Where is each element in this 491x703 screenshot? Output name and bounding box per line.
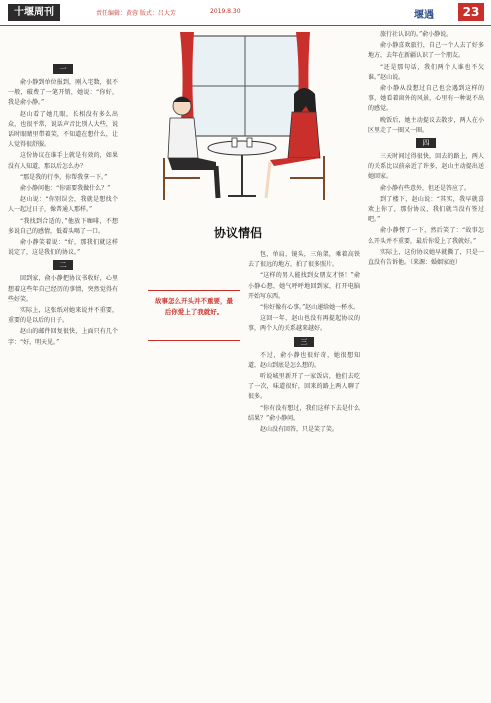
pullquote: 故事怎么开头并不重要，最后你爱上了我就好。 (155, 297, 233, 316)
paragraph: 旅行社认识的。”俞小静说。 (380, 31, 453, 38)
pullquote-rule-top (148, 290, 240, 291)
section-marker-1: 一 (53, 64, 73, 74)
section-marker-3: 三 (294, 337, 314, 347)
paragraph: 回到家，俞小静把协议书收好，心里想着这些年自己经历的事情，突然觉得有些好笑。 (8, 275, 118, 303)
page-header (0, 0, 491, 26)
paragraph: 听说城里新开了一家饭店，他们去吃了一次，味道很好，回来的路上两人聊了很多。 (248, 373, 360, 401)
article-title: 协议情侣 (214, 226, 263, 240)
paragraph: “还是那句话，我们两个人谁也不欠谁。”赵山说。 (368, 63, 484, 81)
article-column-1 (8, 62, 118, 695)
paragraph: 包，单肩，镜头，三角架，乘着高铁去了很远的地方，拍了很多照片。 (248, 251, 360, 269)
paragraph: 俞小静到单位报到，刚入宅数，很不一般，破费了一笔开销，她说：“你好，我是俞小静。” (8, 79, 118, 107)
paragraph: 三天时间过得很快，回去的路上，两人的关系比以前亲近了许多，赵山主动提出送她回家。 (368, 153, 484, 181)
editor-credits: 责任编辑：黄蓉 版式：吕大芳 (96, 10, 176, 17)
paragraph: 赵山没有回答，只是笑了笑。 (260, 426, 339, 434)
paragraph: 俞小静笑着说：“好，那我们就这样说定了，这是我们的协议。” (8, 239, 118, 257)
paragraph: “你有没有想过，我们这样下去是什么结果？”俞小静问。 (248, 404, 360, 422)
paragraph: 晚饭后，她主动提议去散步，两人在小区里走了一圈又一圈。 (368, 116, 484, 134)
paragraph: 俞小静愣了一下，然后笑了：“故事怎么开头并不重要，最后你爱上了我就好。” (368, 227, 484, 245)
section-name: 堰遇 (414, 10, 434, 21)
section-marker-4: 四 (416, 138, 436, 148)
paragraph: 不过，俞小静也很好奇，她很想知道，赵山到底是怎么想的。 (248, 351, 360, 369)
page-number: 23 (458, 3, 484, 21)
paragraph: “你好像有心事。”赵山递给她一杯水。 (260, 304, 360, 312)
paragraph: 实际上，这张纸对她来说并不重要，重要的是以后的日子。 (8, 307, 118, 325)
pullquote-rule-bottom (148, 340, 240, 341)
paragraph: 俞小静从没想过自己也会遇到这样的事，她看着窗外的风景，心里有一种说不出的感觉。 (368, 85, 484, 113)
section-marker-2: 二 (53, 260, 73, 270)
paragraph: 实际上，这份协议她早就撕了，只是一直没有告诉他。（来源：婚姻家庭） (368, 248, 484, 267)
paragraph: 赵山的邮件回复很快，上面只有几个字：“好，明天见。” (8, 328, 118, 346)
paragraph: 到了楼下，赵山说：“其实，我早就喜欢上你了，那份协议，我们就当没有签过吧。” (368, 195, 484, 224)
article-column-2 (248, 250, 360, 698)
couple-illustration (120, 28, 364, 208)
paragraph: 赵山看了她几眼，长相没有多么出众，也很平常，说话声音比别人大些，说话时眼睛里带着笑，不知道在想什么，让人觉得很舒服。 (8, 110, 118, 149)
paragraph: 这份协议在谁手上就是有效的，如果没有人知道，那以后怎么办？ (8, 152, 118, 170)
paragraph: 俞小静问他：“你需要我做什么？” (20, 185, 111, 193)
paragraph: 俞小静有些意外，但还是答应了。 (380, 184, 471, 192)
paragraph: 这回一年，赵山也没有再提起协议的事，两个人的关系越来越好。 (248, 315, 360, 333)
paragraph: 俞小静喜欢旅行，自己一个人去了好多地方，去年在新疆认识了一个朋友。 (368, 42, 484, 60)
paragraph: “我找到合适的，”他放下咖啡，不想多说自己的感情，低着头喝了一口。 (8, 217, 118, 235)
masthead: 十堰周刊 (8, 4, 60, 21)
article-column-3 (368, 30, 484, 698)
paragraph: 赵山说：“你别误会，我就是想找个人一起过日子，像普通人那样。” (8, 196, 118, 214)
issue-date: 2019.8.30 (210, 8, 241, 15)
paragraph: “这样的男人能找到女朋友才怪！”俞小静心想，她气呼呼地回到家，打开电脑开始写东西。 (248, 272, 360, 300)
paragraph: “那是我的行李，你帮我拿一下。” (20, 173, 108, 181)
